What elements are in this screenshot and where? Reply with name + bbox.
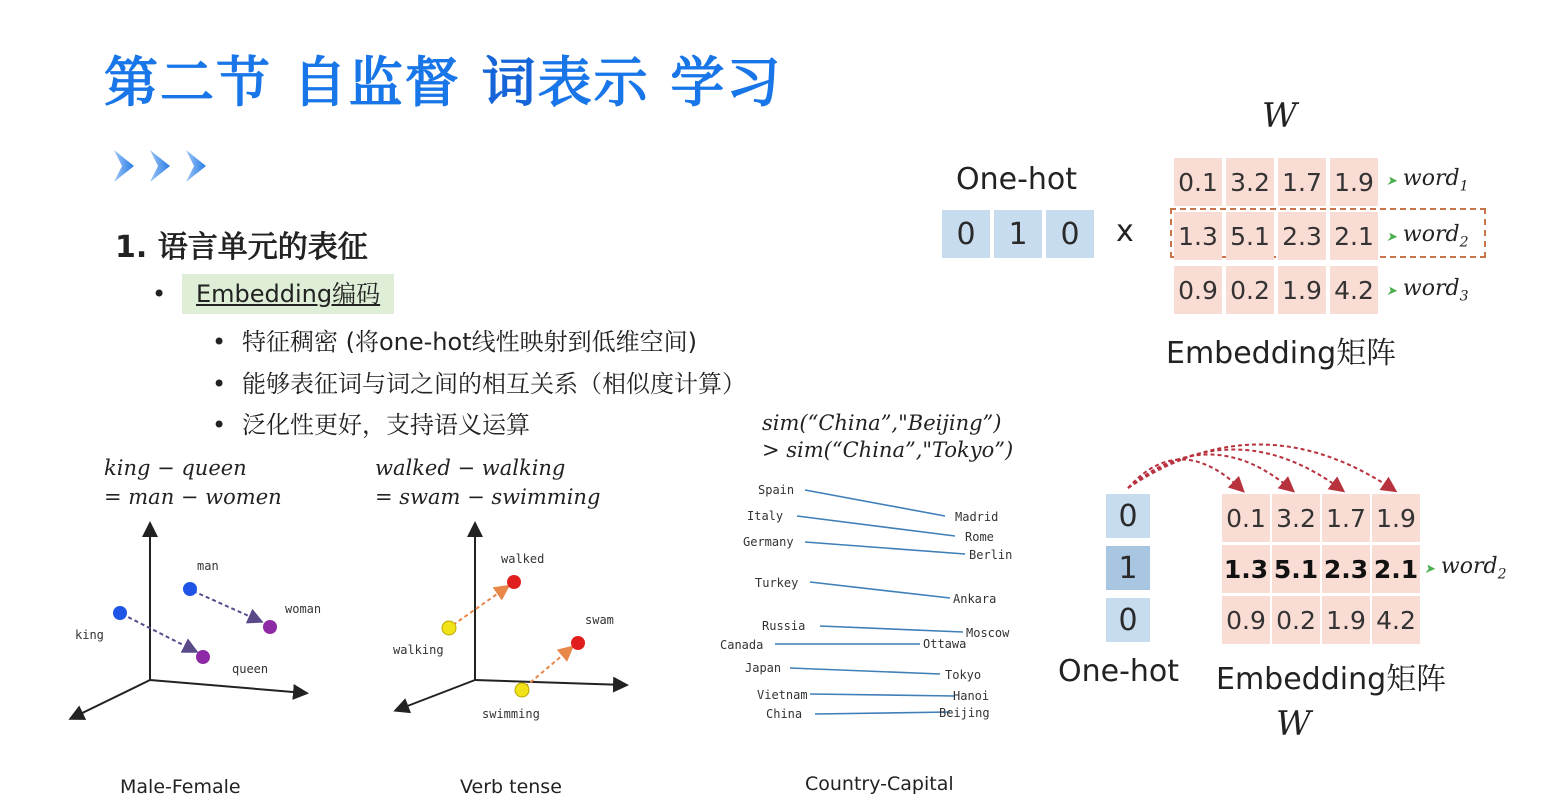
vector-walking-walked	[453, 587, 507, 625]
row-label-word3: ➤ word$_3$	[1386, 276, 1469, 305]
times-sign: x	[1116, 214, 1134, 249]
matrix-cell: 1.7	[1322, 494, 1370, 542]
matrix-cell-selected: 1.3	[1222, 545, 1270, 593]
link-turkey	[810, 582, 950, 598]
label-swimming: swimming	[482, 707, 540, 721]
equation-line: = man − women	[104, 485, 282, 509]
axis-y	[397, 680, 475, 710]
country-label: Germany	[743, 535, 794, 549]
equation-line: walked − walking	[375, 456, 566, 480]
sub-bullet-3	[212, 405, 530, 440]
slide-title	[104, 40, 782, 117]
point-man	[183, 582, 197, 596]
country-label: Italy	[747, 509, 784, 523]
label-woman: woman	[285, 602, 322, 616]
matrix-cell-selected: 2.3	[1322, 545, 1370, 593]
gender-plot	[60, 515, 340, 730]
w-label-top: W	[1262, 96, 1297, 136]
country-label: Canada	[720, 638, 764, 652]
matrix-cell: 2.1	[1330, 212, 1378, 260]
capital-label: Tokyo	[945, 668, 982, 682]
matrix-cell: 5.1	[1226, 212, 1274, 260]
matrix-label-bottom: Embedding矩阵	[1216, 662, 1447, 697]
country-label: Turkey	[755, 576, 799, 590]
label-walking: walking	[393, 643, 444, 657]
w-label-bottom: W	[1276, 704, 1311, 744]
country-label: Russia	[762, 619, 806, 633]
equation-line: = swam − swimming	[375, 485, 601, 509]
capital-label: Beijing	[939, 706, 990, 720]
bullet-dot: •	[212, 411, 227, 439]
row-label-word1: ➤ word$_1$	[1386, 166, 1469, 195]
equation-tense	[375, 454, 600, 512]
title-text-3: 表示 学习	[537, 51, 783, 114]
matrix-cell-selected: 2.1	[1372, 545, 1420, 593]
link-china	[815, 712, 950, 714]
vector-king-queen	[122, 614, 195, 651]
caption-tense: Verb tense	[460, 776, 562, 798]
matrix-label-top: Embedding矩阵	[1166, 336, 1397, 371]
point-walked	[507, 575, 521, 589]
capital-label: Hanoi	[953, 689, 990, 703]
caption-capital: Country-Capital	[805, 773, 954, 795]
onehot-cell: 0	[1106, 494, 1150, 538]
matrix-cell: 4.2	[1330, 266, 1378, 314]
title-text-1: 第二节 自监督	[104, 51, 482, 114]
link-germany	[805, 542, 965, 554]
capital-label: Ankara	[953, 592, 997, 606]
country-capital-plot	[715, 478, 1020, 728]
link-italy	[797, 516, 955, 536]
point-king	[113, 606, 127, 620]
point-woman	[263, 620, 277, 634]
matrix-cell: 3.2	[1272, 494, 1320, 542]
capital-label: Moscow	[966, 626, 1010, 640]
country-label: Japan	[745, 661, 782, 675]
bullet-dot: •	[212, 370, 227, 398]
equation-line: > sim(“China”,"Tokyo”)	[762, 438, 1014, 462]
arrow-icon: ➤	[1386, 230, 1397, 245]
row-label-word2: ➤ word$_2$	[1386, 222, 1469, 251]
matrix-cell: 1.9	[1330, 158, 1378, 206]
matrix-cell: 1.3	[1174, 212, 1222, 260]
tense-plot	[385, 515, 645, 730]
matrix-cell: 1.9	[1322, 596, 1370, 644]
matrix-cell: 2.3	[1278, 212, 1326, 260]
matrix-cell: 3.2	[1226, 158, 1274, 206]
embedding-tag: Embedding编码	[182, 274, 394, 314]
matrix-cell: 0.9	[1222, 596, 1270, 644]
caption-gender: Male-Female	[120, 776, 241, 798]
label-walked: walked	[501, 552, 545, 566]
matrix-cell-selected: 5.1	[1272, 545, 1320, 593]
onehot-cell: 1	[994, 210, 1042, 258]
onehot-cell: 0	[942, 210, 990, 258]
country-label: China	[766, 707, 803, 721]
vector-man-woman	[193, 591, 260, 621]
sub-bullet-text: 能够表征词与词之间的相互关系（相似度计算）	[242, 370, 746, 398]
capital-label: Madrid	[955, 510, 999, 524]
link-spain	[805, 490, 945, 516]
sub-bullet-1	[212, 322, 697, 357]
lookup-arrows	[1110, 420, 1410, 500]
matrix-cell: 0.2	[1226, 266, 1274, 314]
point-swimming	[515, 683, 529, 697]
link-vietnam	[810, 694, 955, 696]
row-label-word2-bottom: ➤ word$_2$	[1424, 554, 1507, 583]
bullet-dot: •	[152, 280, 167, 308]
arrow-icon: ➤	[1386, 284, 1397, 299]
onehot-label-top: One-hot	[956, 162, 1078, 197]
bullet-dot: •	[212, 328, 227, 356]
matrix-cell: 0.9	[1174, 266, 1222, 314]
label-queen: queen	[232, 662, 269, 676]
matrix-cell: 0.2	[1272, 596, 1320, 644]
sub-bullet-text: 特征稠密 (将one-hot线性映射到低维空间)	[242, 328, 697, 356]
section-heading: 1. 语言单元的表征	[115, 230, 368, 265]
capital-label: Ottawa	[923, 637, 967, 651]
sub-bullet-text: 泛化性更好，支持语义运算	[242, 411, 530, 439]
axis-y	[72, 680, 150, 718]
equation-line: sim(“China”,"Beijing”)	[762, 411, 1002, 435]
arrow-icon: ➤	[1424, 562, 1435, 577]
equation-line: king − queen	[104, 456, 247, 480]
matrix-cell: 4.2	[1372, 596, 1420, 644]
country-label: Vietnam	[757, 688, 808, 702]
matrix-cell: 1.9	[1278, 266, 1326, 314]
label-man: man	[197, 559, 219, 573]
onehot-cell: 1	[1106, 546, 1150, 590]
equation-gender	[104, 454, 282, 512]
matrix-cell: 1.9	[1372, 494, 1420, 542]
onehot-cell: 0	[1106, 598, 1150, 642]
label-swam: swam	[585, 613, 614, 627]
axis-x	[150, 680, 305, 693]
bullet-embedding	[152, 274, 394, 309]
chevron-decoration-icon	[112, 148, 222, 188]
onehot-label-bottom: One-hot	[1058, 654, 1180, 689]
point-walking	[442, 621, 456, 635]
capital-label: Rome	[965, 530, 994, 544]
link-japan	[790, 668, 940, 674]
capital-label: Berlin	[969, 548, 1013, 562]
country-label: Spain	[758, 483, 795, 497]
equation-capital	[762, 410, 1013, 464]
link-russia	[820, 626, 963, 632]
point-queen	[196, 650, 210, 664]
label-king: king	[75, 628, 104, 642]
sub-bullet-2	[212, 364, 746, 399]
arrow-icon: ➤	[1386, 174, 1397, 189]
point-swam	[571, 636, 585, 650]
title-text-2: 词	[481, 51, 538, 114]
axis-x	[475, 680, 625, 685]
onehot-cell: 0	[1046, 210, 1094, 258]
vector-swimming-swam	[525, 648, 571, 687]
matrix-cell: 1.7	[1278, 158, 1326, 206]
matrix-cell: 0.1	[1222, 494, 1270, 542]
matrix-cell: 0.1	[1174, 158, 1222, 206]
